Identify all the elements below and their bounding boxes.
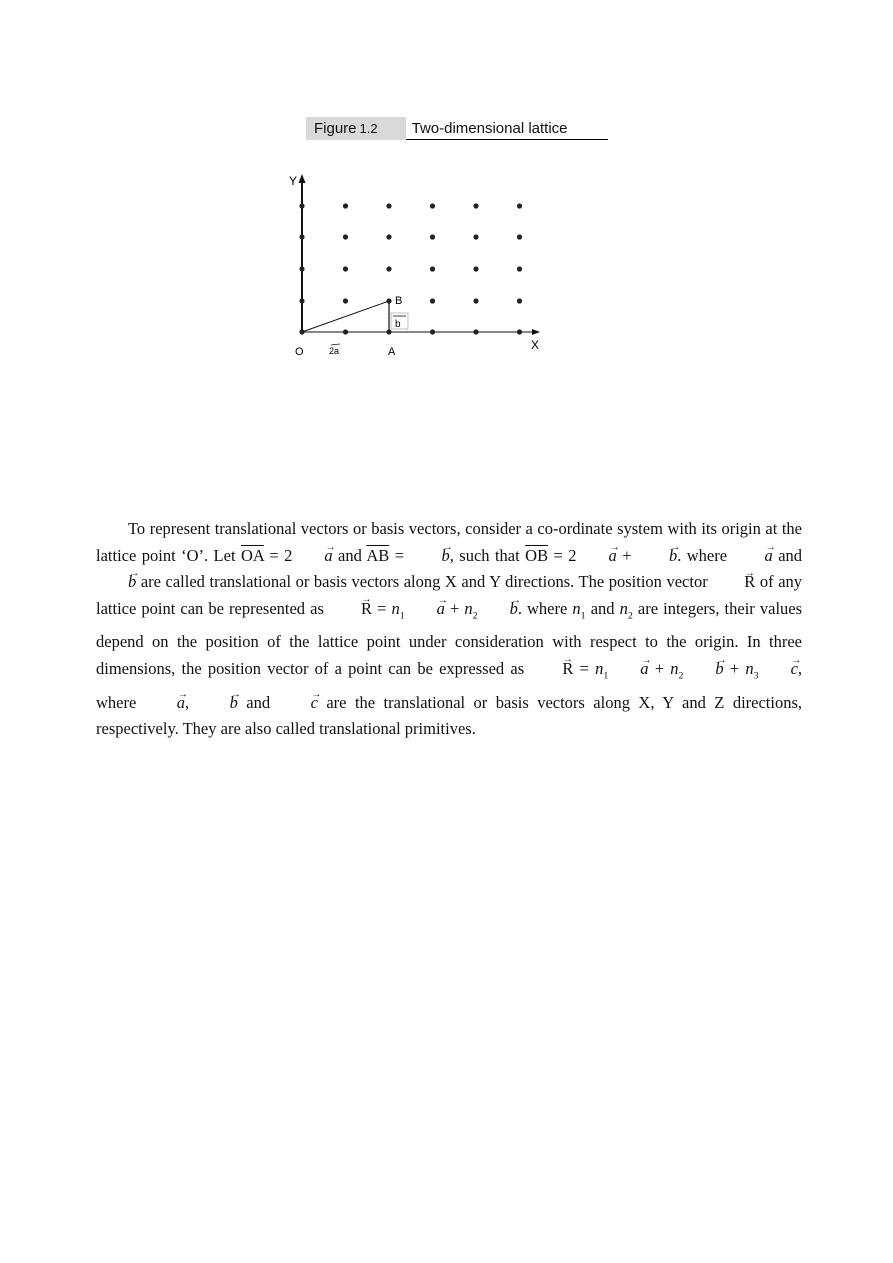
- lattice-point: [473, 329, 478, 334]
- vector-2a-label: 2a: [329, 346, 340, 356]
- vector-oa: $\overline{OA}$: [240, 545, 264, 565]
- vector-ob: $\overline{OB}$: [525, 545, 549, 565]
- x-axis-label: X: [531, 338, 540, 352]
- lattice-point: [343, 298, 348, 303]
- lattice-point: [386, 329, 391, 334]
- lattice-point: [343, 203, 348, 208]
- lattice-point: [343, 266, 348, 271]
- lattice-point: [343, 234, 348, 239]
- lattice-point: [430, 266, 435, 271]
- body-paragraph: [96, 516, 802, 743]
- y-axis-label: Y: [289, 174, 298, 188]
- lattice-point: [299, 203, 304, 208]
- lattice-point: [517, 298, 522, 303]
- lattice-point: [343, 329, 348, 334]
- vector-c: → c: [759, 656, 798, 683]
- lattice-point: [473, 203, 478, 208]
- lattice-point: [473, 234, 478, 239]
- vector-2a-arrow-icon: [331, 344, 340, 345]
- paragraph-text: To represent translational vectors or basis vectors, consider a co-ordinate system with its origin at the lattice point ‘O’. Let $\overline{OA} = 2 \to a$ and $\overline{AB}$ = → b, such that $\overline{OB} = 2 \to a$ + → b. where → a and → b are called translational or basis vectors along X and Y directions. The position vector → R of any lattice point can be represented as → $R = n_1 \to a + n_2 \to b$. where $n_1$ and $n_2$ are integers, their values depend on the position of the lattice point under consideration with respect to the origin. In three dimensions, the position vector of a point can be expressed as → $R = n_1 \to a + n_2 \to b + n_3 \to c$, where → a, → b and → c are the translational or basis vectors along X, Y and Z directions, respectively. They are also called translational primitives.: [96, 516, 802, 743]
- y-axis-arrow: [299, 174, 306, 183]
- point-b-label: B: [395, 295, 403, 307]
- lattice-point: [386, 234, 391, 239]
- figure-title: Two-dimensional lattice: [406, 117, 608, 140]
- lattice-point: [386, 298, 391, 303]
- lattice-point: [299, 329, 304, 334]
- vector-a: → a: [292, 543, 332, 570]
- lattice-diagram: [280, 168, 560, 368]
- vector-b: → b: [409, 543, 449, 570]
- lattice-point: [386, 266, 391, 271]
- vector-ab: $\overline{AB}$: [366, 545, 390, 565]
- lattice-point: [430, 298, 435, 303]
- lattice-point: [517, 266, 522, 271]
- origin-label: O: [295, 346, 304, 358]
- lattice-points: [299, 203, 522, 334]
- lattice-point: [517, 234, 522, 239]
- lattice-point: [430, 234, 435, 239]
- x-axis-arrow: [532, 329, 540, 335]
- vector-ob: [302, 301, 389, 332]
- lattice-point: [299, 298, 304, 303]
- lattice-point: [473, 266, 478, 271]
- lattice-point: [517, 203, 522, 208]
- point-a-label: A: [388, 346, 396, 358]
- lattice-point: [430, 329, 435, 334]
- figure-number: 1.2: [359, 121, 378, 136]
- figure-caption: [306, 117, 608, 140]
- lattice-point: [299, 234, 304, 239]
- lattice-point: [299, 266, 304, 271]
- lattice-point: [473, 298, 478, 303]
- lattice-point: [517, 329, 522, 334]
- lattice-point: [430, 203, 435, 208]
- figure-label: Figure 1.2: [306, 117, 406, 140]
- lattice-point: [386, 203, 391, 208]
- vector-b-label: b: [395, 319, 401, 330]
- vector-r: → R: [712, 569, 755, 596]
